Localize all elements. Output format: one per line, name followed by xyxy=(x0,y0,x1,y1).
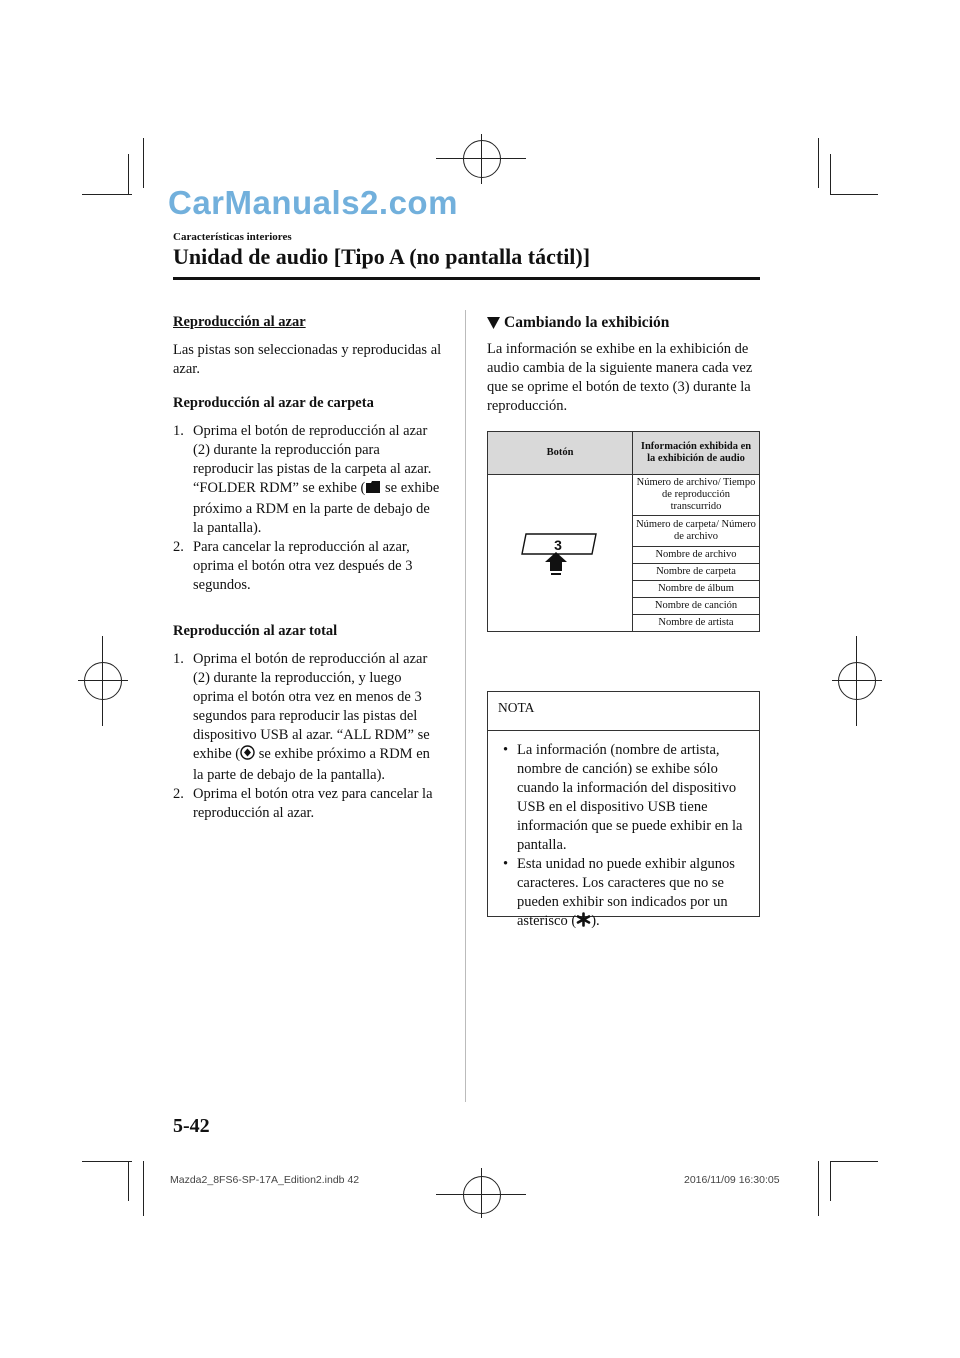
table-cell: Número de carpeta/ Número de archivo xyxy=(633,516,760,547)
list-item xyxy=(173,422,443,538)
note-text: La información (nombre de artista, nombre de canción) se exhibe sólo cuando la información del dispositivo USB en el dispositivo USB tiene información que se puede exhibir en la pantalla. xyxy=(517,742,743,853)
table-header-info: Información exhibida en la exhibición de audio xyxy=(633,432,760,475)
note-heading: NOTA xyxy=(488,692,759,731)
footer-file: Mazda2_8FS6-SP-17A_Edition2.indb 42 xyxy=(170,1174,360,1186)
triangle-down-icon xyxy=(487,317,500,329)
all-random-icon xyxy=(240,745,255,766)
note-text: Esta unidad no puede exhibir algunos caracteres. Los caracteres que no se pueden exhibir son indicados por un asterisco ( xyxy=(517,856,735,929)
table-cell: Nombre de artista xyxy=(633,615,760,632)
table-header-button: Botón xyxy=(488,432,633,475)
table-cell: Nombre de archivo xyxy=(633,547,760,564)
text-button-illustration xyxy=(520,524,600,578)
display-table-wrap xyxy=(487,431,760,632)
step-text: Oprima el botón de reproducción al azar (2) durante la reproducción, y luego oprima el botón otra vez en menos de 3 segundos para reproducir las pistas del dispositivo USB al azar. “ALL RDM” se exhibe ( xyxy=(193,651,430,762)
step-text: se exhibe próximo a RDM en la parte de debajo de la pantalla). xyxy=(193,746,430,783)
step-number: 1. xyxy=(173,651,184,667)
title-rule xyxy=(173,277,760,280)
step-number: 1. xyxy=(173,423,184,439)
step-text: se exhibe próximo a RDM en la parte de debajo de la pantalla). xyxy=(193,480,440,536)
asterisk-icon xyxy=(576,912,591,933)
right-column xyxy=(487,313,760,416)
total-random-steps xyxy=(173,650,443,823)
section-title-text: Cambiando la exhibición xyxy=(504,314,670,331)
note-box xyxy=(487,691,760,929)
list-item xyxy=(498,741,751,855)
table-cell: Número de archivo/ Tiempo de reproducción transcurrido xyxy=(633,475,760,516)
table-cell: Nombre de carpeta xyxy=(633,564,760,581)
list-item xyxy=(498,855,751,933)
note-body xyxy=(488,731,759,933)
folder-icon xyxy=(365,480,381,500)
page-title: Unidad de audio [Tipo A (no pantalla táctil)] xyxy=(173,244,591,269)
column-divider xyxy=(465,310,466,1102)
list-item xyxy=(173,538,443,595)
step-text: Oprima el botón de reproducción al azar (2) durante la reproducción para reproducir las pistas de la carpeta al azar. “FOLDER RDM” se exhibe ( xyxy=(193,423,432,496)
button-number: 3 xyxy=(554,537,562,553)
left-column xyxy=(173,313,443,823)
step-text: Para cancelar la reproducción al azar, oprima el botón otra vez después de 3 segundos. xyxy=(193,539,413,593)
bullet: • xyxy=(503,856,509,872)
list-item xyxy=(173,785,443,823)
folder-random-steps xyxy=(173,422,443,595)
breadcrumb: Características interiores xyxy=(173,231,292,243)
random-intro: Las pistas son seleccionadas y reproducidas al azar. xyxy=(173,342,442,377)
section-title xyxy=(487,313,760,332)
random-heading: Reproducción al azar xyxy=(173,314,306,330)
step-number: 2. xyxy=(173,786,184,802)
table-header-row xyxy=(488,432,760,475)
footer-timestamp: 2016/11/09 16:30:05 xyxy=(684,1174,780,1186)
section-intro: La información se exhibe en la exhibición de audio cambia de la siguiente manera cada vez que se oprime el botón de texto (3) durante la reproducción. xyxy=(487,341,753,414)
text-button-cell xyxy=(488,475,633,632)
table-cell: Nombre de álbum xyxy=(633,581,760,598)
table-cell: Nombre de canción xyxy=(633,598,760,615)
step-number: 2. xyxy=(173,539,184,555)
step-text: Oprima el botón otra vez para cancelar la reproducción al azar. xyxy=(193,786,433,821)
display-table xyxy=(487,431,760,632)
note-text: ). xyxy=(591,913,600,929)
list-item xyxy=(173,650,443,785)
total-random-heading: Reproducción al azar total xyxy=(173,623,338,639)
folder-random-heading: Reproducción al azar de carpeta xyxy=(173,395,374,411)
bullet: • xyxy=(503,742,509,758)
table-row xyxy=(488,475,760,516)
page-number: 5-42 xyxy=(173,1115,210,1137)
watermark-logo: CarManuals2.com xyxy=(168,184,458,221)
